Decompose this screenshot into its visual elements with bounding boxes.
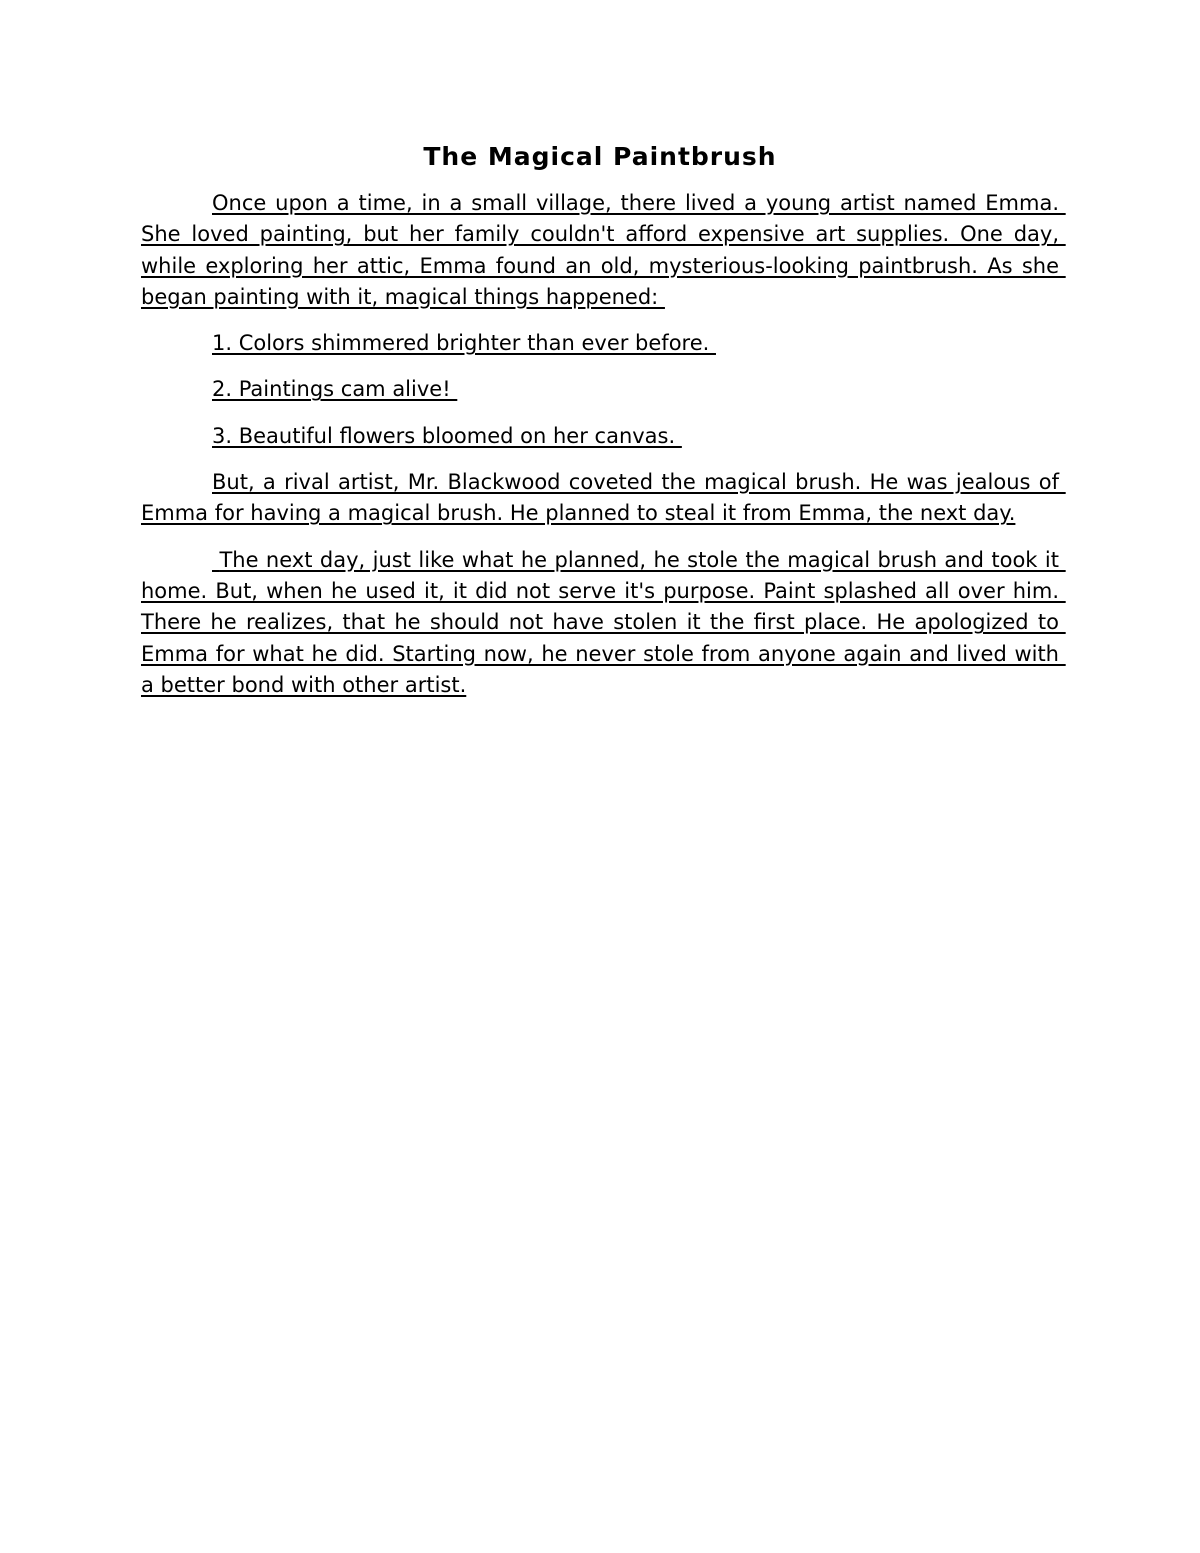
list-item: 2. Paintings cam alive! <box>212 377 458 402</box>
document-title: The Magical Paintbrush <box>423 142 777 171</box>
document-body <box>141 140 1066 716</box>
list-item: 3. Beautiful flowers bloomed on her canvas. <box>212 423 682 448</box>
intro-paragraph: Once upon a time, in a small village, there lived a young artist named Emma. She loved painting, but her family couldn't afford expensive art supplies. One day, while exploring her attic, Emma found an old, mysterious-looking paintbrush. As she began painting with it, magical things happened: <box>141 191 1066 309</box>
list-item: 1. Colors shimmered brighter than ever before. <box>212 331 716 356</box>
rival-paragraph: But, a rival artist, Mr. Blackwood coveted the magical brush. He was jealous of Emma for having a magical brush. He planned to steal it from Emma, the next day. <box>141 470 1066 526</box>
ending-paragraph: The next day, just like what he planned, he stole the magical brush and took it home. But, when he used it, it did not serve it's purpose. Paint splashed all over him. There he realizes, that he should not have stolen it the first place. He apologized to Emma for what he did. Starting now, he never stole from anyone again and lived with a better bond with other artist. <box>141 547 1066 697</box>
